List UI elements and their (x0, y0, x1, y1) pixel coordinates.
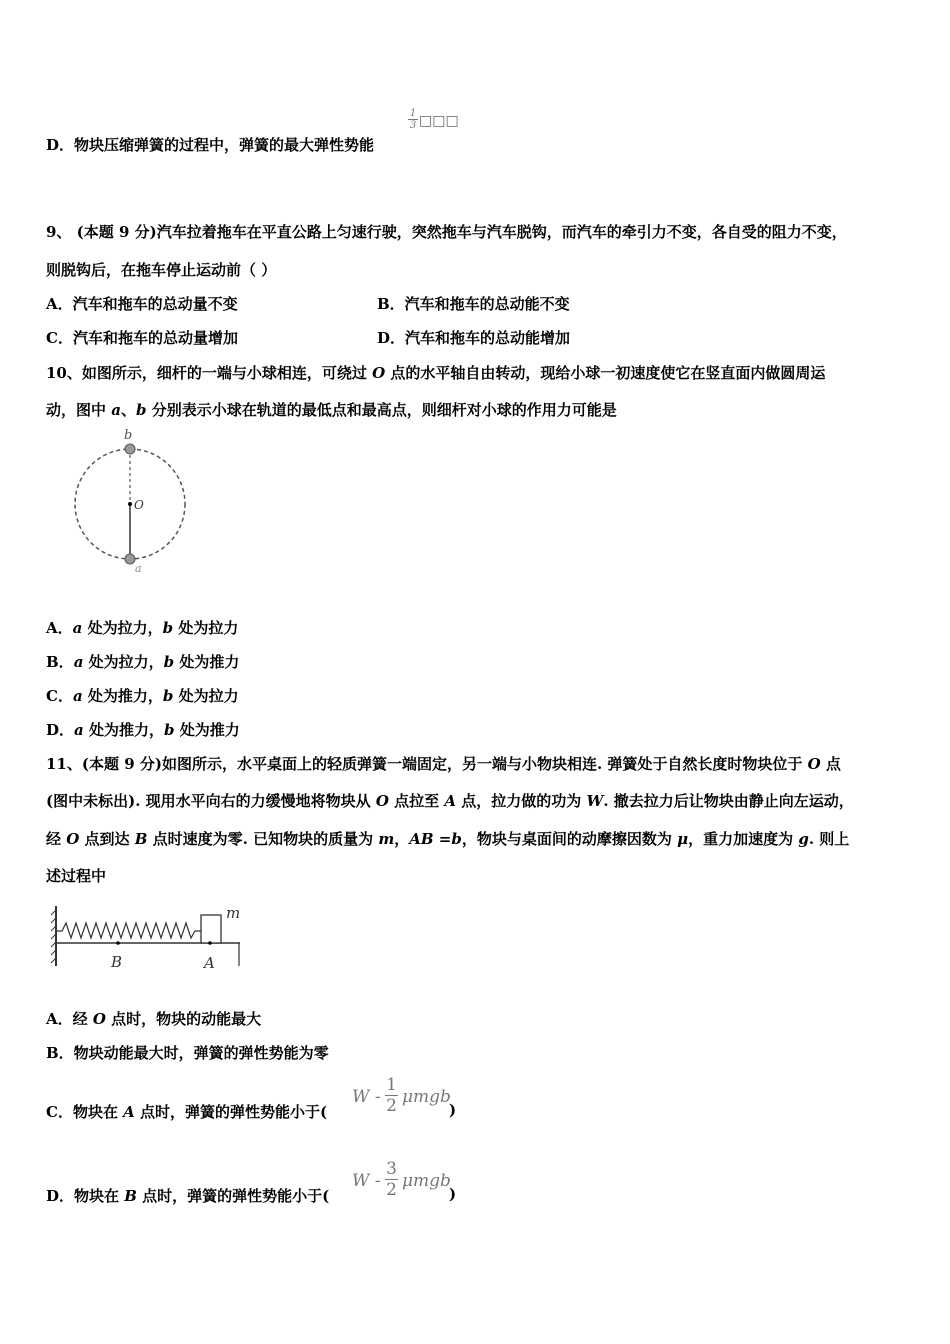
label-a: a (135, 562, 142, 575)
q8-fraction: $\frac{1}{3}$ (409, 108, 417, 131)
q10-circle-figure (60, 425, 200, 575)
ball-b (125, 444, 135, 454)
q11-option-c: C．物块在 A 点时，弹簧的弹性势能小于( (46, 1103, 328, 1121)
ball-a (125, 554, 135, 564)
q9-option-d: D．汽车和拖车的总动能增加 (377, 329, 571, 347)
q11-stem-line4: 述过程中 (46, 867, 107, 885)
label-m: m (226, 904, 241, 922)
q8-missing-glyphs: □□□ (419, 113, 459, 129)
q10-option-c: C．a 处为推力，b 处为拉力 (46, 687, 239, 705)
point-b (116, 941, 120, 945)
q11-option-d-close: ) (449, 1185, 457, 1203)
label-b: b (124, 428, 133, 443)
label-b: B (111, 953, 123, 971)
q11-option-a: A．经 O 点时，物块的动能最大 (46, 1010, 262, 1028)
q9-stem-line1: 9、 (本题 9 分)汽车拉着拖车在平直公路上匀速行驶，突然拖车与汽车脱钩，而汽车的牵引力不变，各自受的阻力不变， (46, 223, 847, 241)
q10-stem-line1: 10、如图所示，细杆的一端与小球相连，可绕过 O 点的水平轴自由转动，现给小球一初速度使它在竖直面内做圆周运 (46, 364, 826, 382)
q11-stem-line3: 经 O 点到达 B 点时速度为零. 已知物块的质量为 m，AB =b，物块与桌面间的动摩擦因数为 μ，重力加速度为 g. 则上 (46, 830, 850, 848)
q9-option-b: B．汽车和拖车的总动能不变 (377, 295, 570, 313)
q11-option-d: D．物块在 B 点时，弹簧的弹性势能小于( (46, 1187, 330, 1205)
pivot-o (128, 502, 132, 506)
q10-option-d: D．a 处为推力，b 处为推力 (46, 721, 240, 739)
q11-spring-figure (50, 900, 250, 975)
q9-option-a: A．汽车和拖车的总动量不变 (46, 295, 238, 313)
q10-option-a: A．a 处为拉力，b 处为拉力 (46, 619, 239, 637)
q11-stem-line1: 11、(本题 9 分)如图所示，水平桌面上的轻质弹簧一端固定，另一端与小物块相连. 弹簧处于自然长度时物块位于 O 点 (46, 755, 841, 773)
q11-option-c-close: ) (449, 1101, 457, 1119)
q11-stem-line2: (图中未标出). 现用水平向右的力缓慢地将物块从 O 点拉至 A 点，拉力做的功为 W. 撤去拉力后让物块由静止向左运动， (46, 792, 854, 810)
label-a: A (204, 954, 215, 972)
q10-stem-line2: 动，图中 a、b 分别表示小球在轨道的最低点和最高点，则细杆对小球的作用力可能是 (46, 401, 617, 419)
block (201, 915, 221, 943)
spring (56, 923, 201, 938)
point-a (208, 941, 212, 945)
q8-option-d: D．物块压缩弹簧的过程中，弹簧的最大弹性势能 (46, 136, 375, 154)
q11-option-b: B．物块动能最大时，弹簧的弹性势能为零 (46, 1044, 329, 1062)
q9-stem-line2: 则脱钩后，在拖车停止运动前（ ） (46, 261, 277, 279)
q9-option-c: C．汽车和拖车的总动量增加 (46, 329, 238, 347)
q10-option-b: B．a 处为拉力，b 处为推力 (46, 653, 240, 671)
label-o: O (134, 498, 144, 512)
